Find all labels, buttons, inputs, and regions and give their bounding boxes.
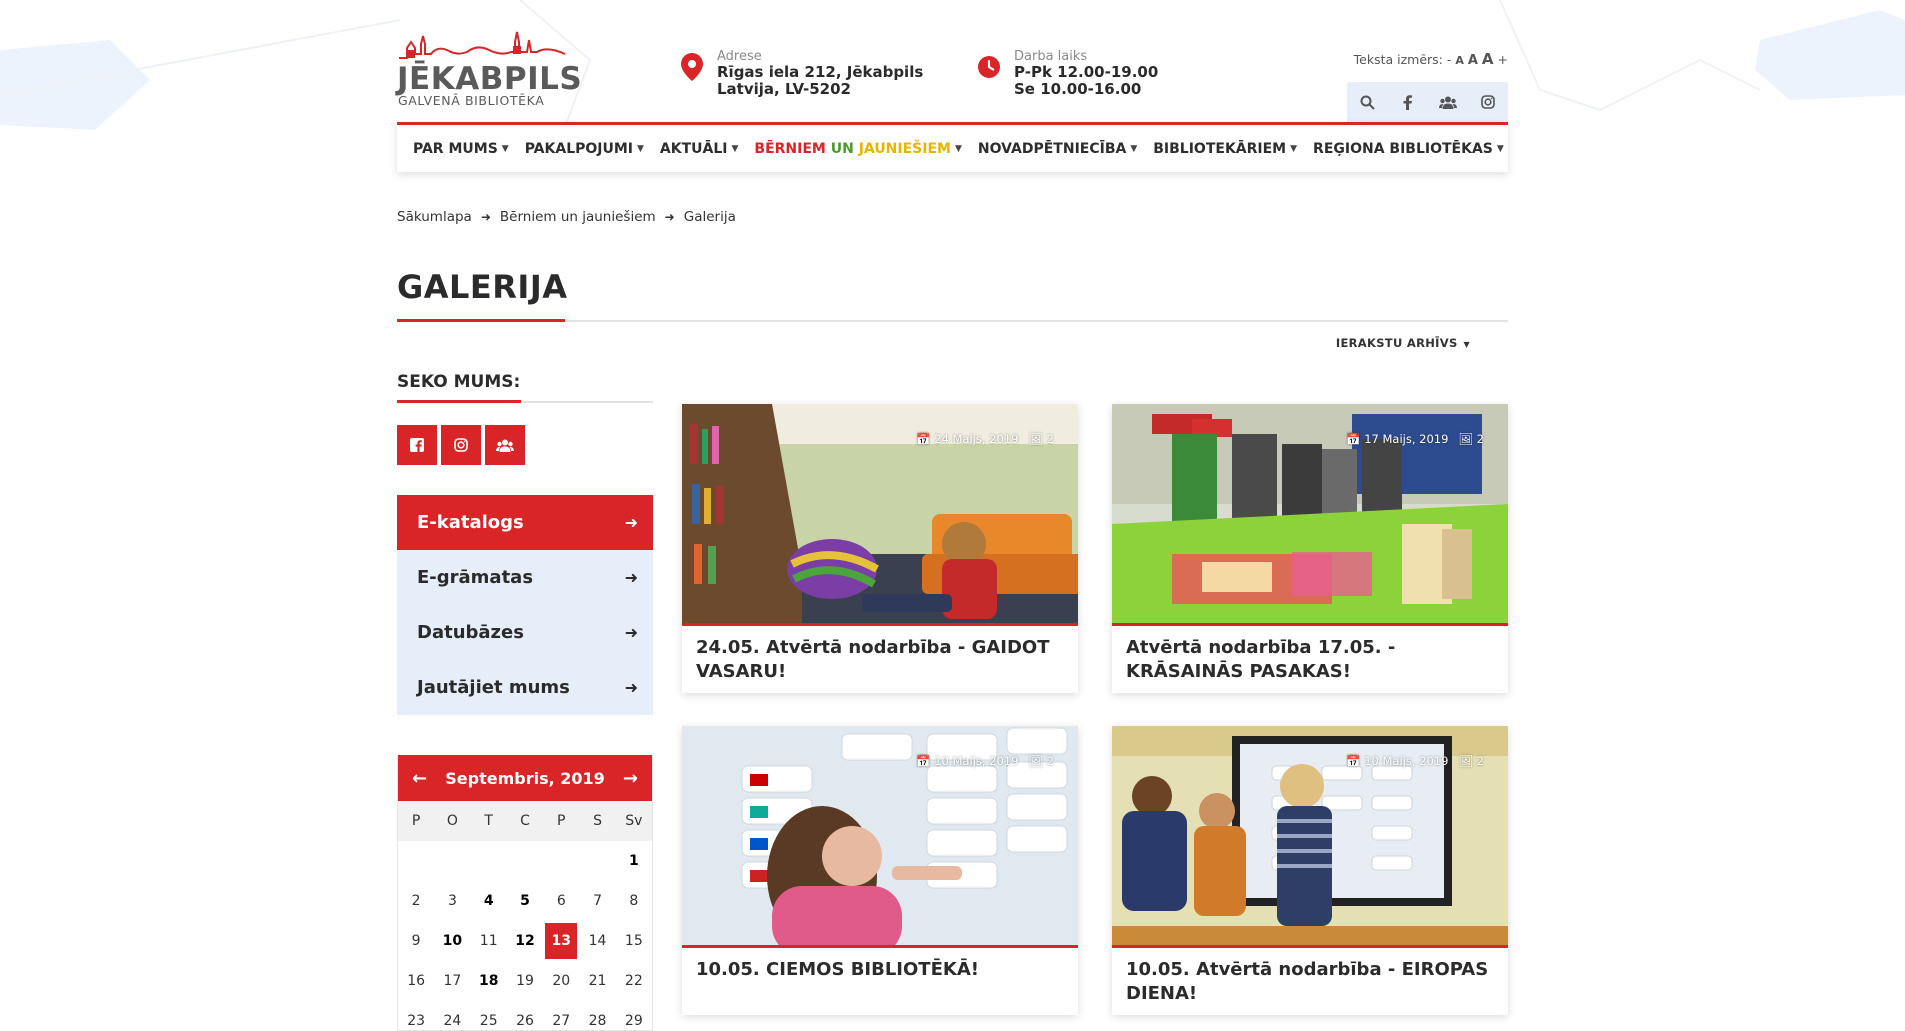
- gallery-date: 📅 17 Maijs, 2019: [1346, 432, 1449, 446]
- breadcrumb-home[interactable]: Sākumlapa: [397, 209, 472, 225]
- gallery-date: 📅 24 Maijs, 2019: [916, 432, 1019, 446]
- calendar-day[interactable]: 29: [624, 1013, 643, 1029]
- sidebar-item-label: Datubāzes: [417, 622, 524, 643]
- facebook-icon: [410, 438, 424, 452]
- gallery-image[interactable]: [682, 404, 1078, 626]
- sidebar-item-e-gramatas[interactable]: [397, 550, 653, 605]
- calendar-day[interactable]: 19: [516, 973, 534, 989]
- gallery-title[interactable]: 10.05. Atvērtā nodarbība - EIROPAS DIENA!: [1126, 959, 1489, 1004]
- users-icon: [496, 439, 514, 452]
- location-pin-icon: [681, 53, 703, 81]
- calendar-day[interactable]: 8: [629, 893, 639, 909]
- calendar-day[interactable]: 13: [545, 923, 577, 959]
- text-size-increase[interactable]: +: [1497, 52, 1508, 67]
- calendar-day[interactable]: 5: [520, 893, 530, 909]
- calendar-day[interactable]: 2: [411, 893, 421, 909]
- users-icon[interactable]: [1428, 82, 1468, 122]
- calendar-day[interactable]: 25: [479, 1013, 498, 1029]
- sidebar-item-e-katalogs[interactable]: [397, 495, 653, 550]
- arrow-right-icon: ➜: [624, 568, 638, 587]
- nav-item-regiona-bibliotekas[interactable]: [1313, 141, 1504, 157]
- nav-item-berniem-un-jauniesiem[interactable]: [754, 141, 961, 157]
- text-size-decrease[interactable]: -: [1446, 52, 1452, 67]
- arrow-right-icon: ➜: [624, 623, 638, 642]
- sidebar-menu: [397, 495, 653, 715]
- text-size-large[interactable]: A: [1481, 50, 1494, 68]
- calendar-day[interactable]: 23: [407, 1013, 426, 1029]
- main-navigation: [397, 122, 1508, 172]
- gallery-date: 📅 10 Maijs, 2019: [916, 754, 1019, 768]
- calendar-day[interactable]: 12: [515, 933, 535, 949]
- chevron-down-icon: ▼: [1496, 143, 1504, 154]
- gallery-meta: [916, 754, 1054, 768]
- gallery-image[interactable]: [682, 726, 1078, 948]
- calendar-day[interactable]: 10: [442, 933, 463, 949]
- calendar-day[interactable]: 17: [443, 973, 462, 989]
- gallery-date-text: 24 Maijs, 2019: [934, 432, 1019, 446]
- calendar-empty-cell: [473, 843, 505, 879]
- chevron-down-icon: ▼: [954, 143, 962, 154]
- calendar-day[interactable]: 6: [556, 893, 566, 909]
- breadcrumb-section[interactable]: Bērniem un jauniešiem: [499, 209, 656, 225]
- address-line-2: Latvija, LV-5202: [717, 80, 851, 98]
- archive-dropdown[interactable]: [1336, 336, 1470, 350]
- follow-accent-line: [397, 400, 521, 403]
- page-title: GALERIJA: [397, 268, 568, 306]
- arrow-right-icon: ➜: [624, 678, 638, 697]
- calendar-day[interactable]: 16: [407, 973, 426, 989]
- calendar-widget: [397, 755, 653, 1031]
- calendar-weekday: O: [446, 813, 458, 829]
- gallery-title[interactable]: Atvērtā nodarbība 17.05. - KRĀSAINĀS PASAKAS!: [1126, 637, 1396, 682]
- facebook-icon[interactable]: [1387, 82, 1427, 122]
- gallery-image[interactable]: [1112, 726, 1508, 948]
- instagram-icon[interactable]: [1468, 82, 1508, 122]
- calendar-weekdays: [398, 801, 652, 841]
- nav-kids-part-3: JAUNIEŠIEM: [858, 140, 951, 157]
- gallery-card[interactable]: [1112, 726, 1508, 1015]
- gallery-card[interactable]: [682, 726, 1078, 1015]
- calendar-day[interactable]: 15: [624, 933, 643, 949]
- gallery-card[interactable]: [682, 404, 1078, 693]
- calendar-weekday: P: [557, 813, 566, 829]
- calendar-empty-cell: [545, 843, 577, 879]
- gallery-photo-count: 🖼 2: [1458, 754, 1484, 768]
- address-block: [681, 50, 923, 98]
- calendar-days: [398, 841, 652, 1031]
- instagram-icon: [454, 438, 468, 452]
- nav-item-label: BIBLIOTEKĀRIEM: [1153, 140, 1287, 157]
- chevron-down-icon: ▼: [1290, 143, 1298, 154]
- gallery-photo-count: 🖼 2: [1028, 754, 1054, 768]
- gallery-photo-count: 🖼 2: [1028, 432, 1054, 446]
- archive-label: IERAKSTU ARHĪVS: [1335, 336, 1458, 350]
- follow-us-title: SEKO MUMS:: [397, 372, 521, 392]
- breadcrumb-current: Galerija: [683, 209, 736, 225]
- gallery-date-text: 17 Maijs, 2019: [1364, 432, 1449, 446]
- address-label: Adrese: [717, 49, 762, 64]
- sidebar-item-label: E-katalogs: [417, 512, 524, 533]
- header-icon-bar: [1347, 82, 1508, 122]
- hours-line-1: P-Pk 12.00-19.00: [1014, 63, 1159, 81]
- calendar-prev-button[interactable]: ←: [412, 767, 428, 789]
- arrow-right-icon: ➜: [480, 210, 491, 224]
- breadcrumb: [397, 209, 736, 225]
- site-logo[interactable]: [397, 26, 583, 112]
- search-icon[interactable]: [1347, 82, 1387, 122]
- gallery-count-text: 2: [1046, 754, 1054, 768]
- sidebar-item-label: Jautājiet mums: [417, 677, 570, 698]
- text-size-small[interactable]: A: [1455, 54, 1464, 67]
- caret-down-icon: ▼: [1463, 340, 1470, 349]
- nav-item-aktuali[interactable]: [660, 141, 739, 157]
- calendar-empty-cell: [436, 843, 468, 879]
- nav-kids-part-1: BĒRNIEM: [754, 140, 826, 157]
- arrow-right-icon: ➜: [624, 513, 638, 532]
- community-button[interactable]: [485, 425, 525, 465]
- gallery-count-text: 2: [1476, 432, 1484, 446]
- hours-block: [978, 50, 1158, 98]
- calendar-next-button[interactable]: →: [622, 767, 638, 789]
- calendar-weekday: C: [520, 813, 530, 829]
- gallery-count-text: 2: [1476, 754, 1484, 768]
- calendar-day[interactable]: 4: [483, 893, 494, 909]
- nav-item-bibliotekariem[interactable]: [1153, 141, 1297, 157]
- gallery-card[interactable]: [1112, 404, 1508, 693]
- gallery-date-text: 10 Maijs, 2019: [1364, 754, 1449, 768]
- calendar-day[interactable]: 7: [593, 893, 603, 909]
- sidebar-item-datubazes[interactable]: [397, 605, 653, 660]
- calendar-weekday: Sv: [625, 813, 643, 829]
- calendar-month: Septembris, 2019: [445, 768, 605, 788]
- calendar-empty-cell: [400, 843, 432, 879]
- chevron-down-icon: ▼: [501, 143, 509, 154]
- nav-item-pakalpojumi[interactable]: [525, 141, 644, 157]
- calendar-day[interactable]: 9: [411, 933, 421, 949]
- calendar-day[interactable]: 21: [588, 973, 607, 989]
- gallery-image[interactable]: [1112, 404, 1508, 626]
- instagram-button[interactable]: [441, 425, 481, 465]
- chevron-down-icon: ▼: [1130, 143, 1138, 154]
- calendar-weekday: P: [411, 813, 421, 829]
- sidebar-item-label: E-grāmatas: [417, 567, 534, 588]
- nav-item-label: REĢIONA BIBLIOTĒKAS: [1313, 140, 1493, 157]
- calendar-day[interactable]: 3: [447, 893, 457, 909]
- gallery-title[interactable]: 10.05. CIEMOS BIBLIOTĒKĀ!: [696, 959, 979, 980]
- calendar-day[interactable]: 11: [479, 933, 498, 949]
- text-size-label: Teksta izmērs:: [1353, 52, 1443, 67]
- arrow-right-icon: ➜: [664, 210, 675, 224]
- logo-subtitle: GALVENĀ BIBLIOTĒKA: [398, 93, 545, 108]
- gallery-meta: [1346, 754, 1484, 768]
- gallery-date-text: 10 Maijs, 2019: [934, 754, 1019, 768]
- text-size-control: [1354, 50, 1508, 68]
- calendar-empty-cell: [581, 843, 613, 879]
- calendar-day[interactable]: 24: [443, 1013, 462, 1029]
- text-size-medium[interactable]: A: [1467, 53, 1478, 68]
- calendar-empty-cell: [509, 843, 541, 879]
- clock-icon: [978, 53, 1000, 81]
- calendar-day[interactable]: 1: [628, 853, 639, 869]
- logo-name: JĒKABPILS: [397, 61, 583, 97]
- address-line-1: Rīgas iela 212, Jēkabpils: [717, 63, 924, 81]
- calendar-day[interactable]: 26: [516, 1013, 534, 1029]
- calendar-weekday: T: [484, 813, 493, 829]
- gallery-count-text: 2: [1046, 432, 1054, 446]
- sidebar-item-jautajiet-mums[interactable]: [397, 660, 653, 715]
- nav-item-label: PAR MUMS: [413, 140, 498, 157]
- nav-item-label: NOVADPĒTNIECĪBA: [977, 140, 1127, 157]
- nav-kids-part-2: UN: [830, 140, 854, 157]
- nav-item-label: PAKALPOJUMI: [524, 140, 633, 157]
- calendar-day[interactable]: 28: [588, 1013, 607, 1029]
- logo-skyline-icon: [397, 28, 567, 62]
- chevron-down-icon: ▼: [731, 143, 739, 154]
- nav-item-novadpetnieciba[interactable]: [978, 141, 1137, 157]
- gallery-meta: [916, 432, 1054, 446]
- gallery-photo-count: 🖼 2: [1458, 432, 1484, 446]
- calendar-day[interactable]: 18: [478, 973, 499, 989]
- gallery-meta: [1346, 432, 1484, 446]
- calendar-day[interactable]: 14: [588, 933, 607, 949]
- social-buttons: [397, 425, 525, 465]
- title-accent-line: [397, 319, 565, 322]
- calendar-weekday: S: [593, 813, 602, 829]
- hours-label: Darba laiks: [1014, 49, 1088, 64]
- nav-item-par-mums[interactable]: [413, 141, 509, 157]
- chevron-down-icon: ▼: [637, 143, 644, 154]
- calendar-day[interactable]: 22: [624, 973, 643, 989]
- calendar-day[interactable]: 20: [552, 973, 571, 989]
- gallery-date: 📅 10 Maijs, 2019: [1346, 754, 1449, 768]
- calendar-header: [398, 755, 652, 801]
- gallery-title[interactable]: 24.05. Atvērtā nodarbība - GAIDOT VASARU!: [696, 637, 1050, 682]
- nav-item-label: AKTUĀLI: [659, 140, 728, 157]
- hours-line-2: Se 10.00-16.00: [1014, 80, 1142, 98]
- facebook-button[interactable]: [397, 425, 437, 465]
- calendar-day[interactable]: 27: [552, 1013, 571, 1029]
